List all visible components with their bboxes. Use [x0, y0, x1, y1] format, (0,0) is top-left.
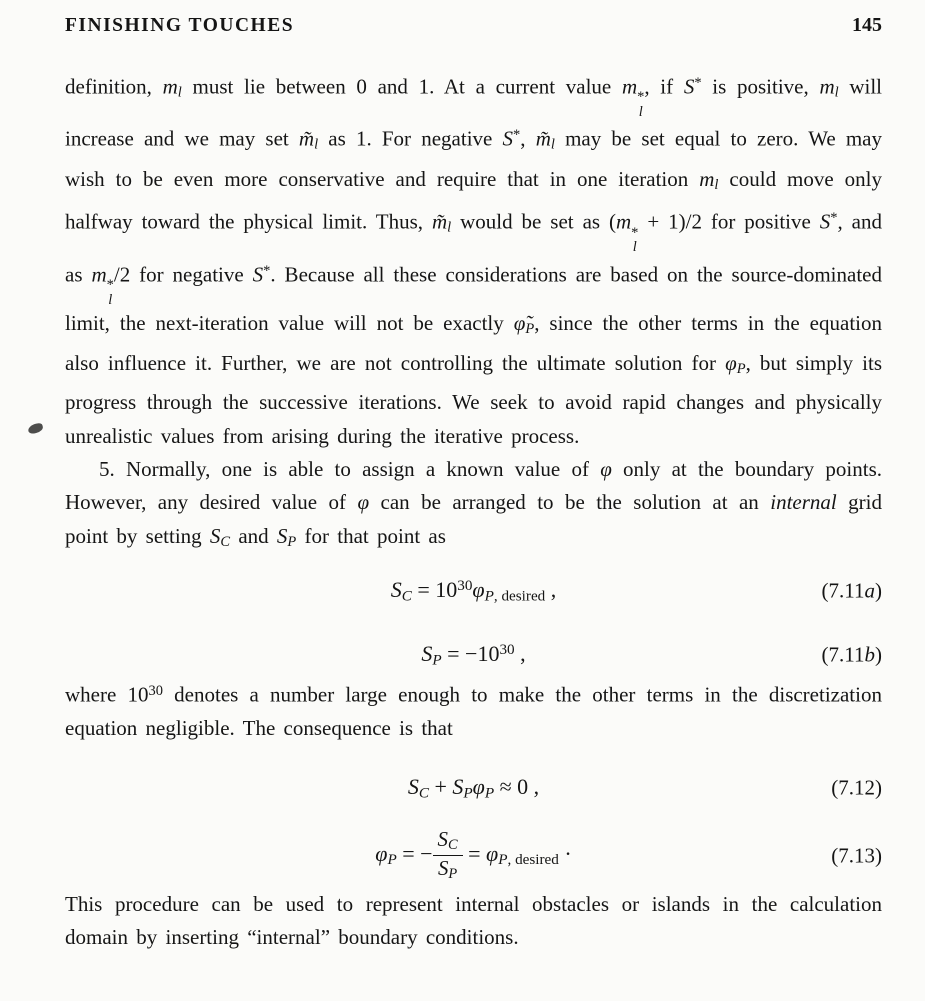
paragraph-4: This procedure can be used to represent internal obstacles or islands in the calculation domain by inserting “internal” boundary conditions. — [65, 891, 882, 950]
page-body — [65, 67, 882, 955]
equation-7-13-body: φP = − $\frac{SC}{SP}$ = φP, desired · — [375, 826, 572, 883]
running-head-title: FINISHING TOUCHES — [65, 15, 295, 36]
equation-7-13 — [65, 824, 882, 888]
equation-7-11b-number: (7.11b) — [821, 642, 882, 667]
equation-7-11a-body: SC = $10^{30}\varphi P$, desired , — [390, 577, 557, 605]
ink-smudge-mark — [27, 422, 44, 434]
equation-7-11b-body: SP = $-10^{30}$ , — [421, 641, 526, 669]
paragraph-3: where $10^{30}$ denotes a number large enough to make the other terms in the discretization equation negligible. The consequence is that — [65, 682, 882, 741]
equation-7-12-number: (7.12) — [831, 775, 882, 800]
running-header — [65, 14, 882, 37]
equation-7-11a-number: (7.11a) — [821, 578, 882, 603]
equation-7-11a — [65, 571, 882, 611]
paragraph-1: definition, ml must lie between 0 and 1. At a current value m * l , if S* is positive, ml will increase and we may set m̃l as 1. For negative S*, m̃l may be set equal to zero. We may wish to be even more conservative and require that in one iteration ml could move only halfway toward the physical limit. Thus, m̃l would be set as (m * l + 1)/2 for positive S*, and as m * l /2 for negative S*. Because all these considerations are based on the source-dominated limit, the next-iteration value will not be exactly φ̃P, since the other terms in the equation also influence it. Further, we are not controlling the ultimate solution for φP, but simply its progress through the successive iterations. We seek to avoid rapid changes and physically unrealistic values from arising during the iterative process. — [65, 74, 883, 448]
page-number: 145 — [852, 14, 882, 36]
equation-7-12-body: SC + SPφP ≈ 0 , — [407, 773, 540, 801]
paragraph-2: 5. Normally, one is able to assign a known value of φ only at the boundary points. However, any desired value of φ can be arranged to be the solution at an internal grid point by setting SC and SP for that point as — [65, 457, 883, 551]
equation-7-11b — [65, 635, 882, 675]
equation-7-13-number: (7.13) — [831, 843, 882, 868]
equation-7-12 — [65, 768, 882, 808]
